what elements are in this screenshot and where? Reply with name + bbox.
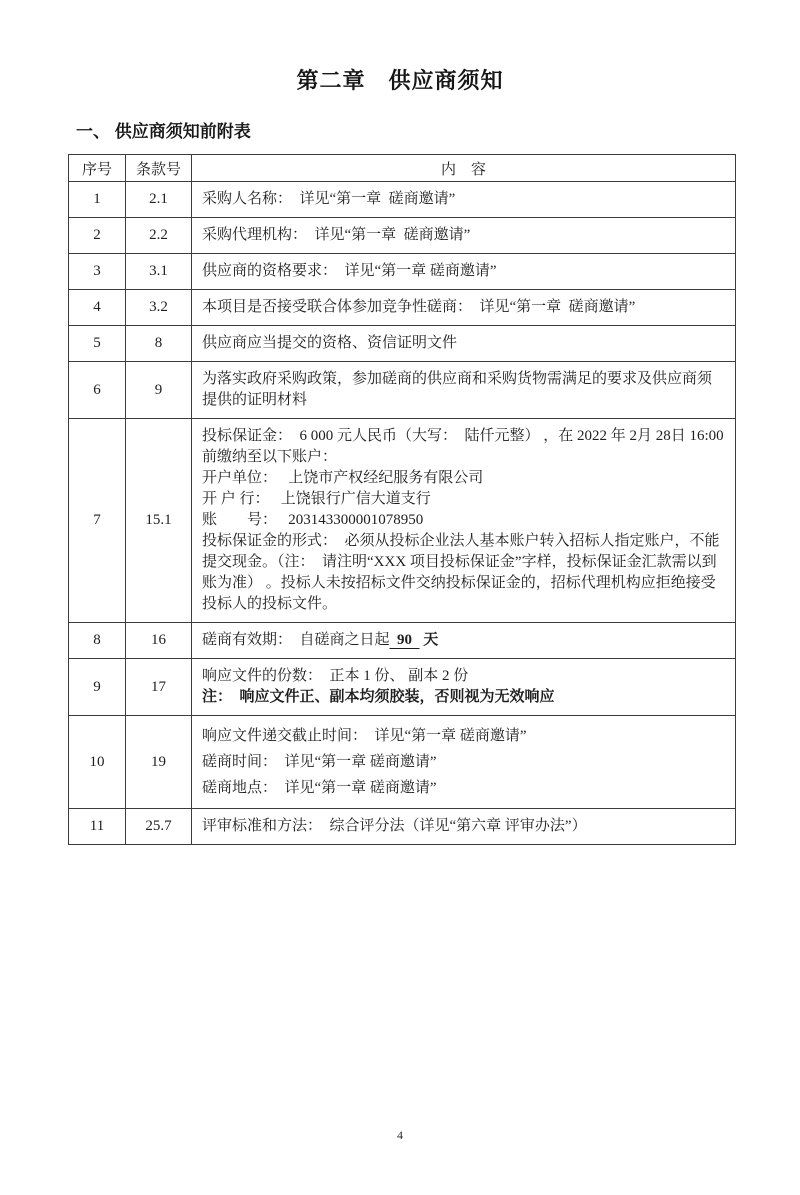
table-row — [69, 809, 736, 845]
content-line — [202, 723, 725, 749]
document-page — [0, 64, 800, 1195]
seq-cell: 4 — [69, 290, 126, 326]
content-segment: 开 户 行： 上饶银行广信大道支行 — [202, 491, 431, 507]
table-row — [69, 623, 736, 659]
clause-cell: 3.2 — [126, 290, 192, 326]
seq-cell: 11 — [69, 809, 126, 845]
content-cell — [192, 809, 736, 845]
table-row — [69, 362, 736, 419]
content-segment: 磋商有效期： 自磋商之日起 — [202, 632, 390, 648]
clause-cell: 9 — [126, 362, 192, 419]
content-segment: 供应商的资格要求： 详见“第一章 磋商邀请” — [202, 263, 497, 279]
content-line — [202, 426, 728, 468]
content-segment: 响应文件递交截止时间： 详见“第一章 磋商邀请” — [202, 728, 527, 744]
clause-cell: 19 — [126, 716, 192, 809]
table-row — [69, 326, 736, 362]
header-clause: 条款号 — [126, 155, 192, 182]
content-segment: 投标保证金： 6 000 元人民币（大写： 陆仟元整） ，在 2022 年 2月 28日 16:00 前缴纳至以下账户： — [202, 428, 728, 465]
content-segment: 本项目是否接受联合体参加竞争性磋商： 详见“第一章 磋商邀请” — [202, 299, 636, 315]
content-segment: 账 号： 203143300001078950 — [202, 512, 424, 528]
table-row — [69, 290, 736, 326]
seq-cell: 5 — [69, 326, 126, 362]
clause-cell: 2.2 — [126, 218, 192, 254]
seq-cell: 1 — [69, 182, 126, 218]
content-line — [202, 333, 725, 354]
page-number: 4 — [397, 1128, 403, 1142]
content-segment: 磋商时间： 详见“第一章 磋商邀请” — [202, 754, 437, 770]
content-segment: 投标保证金的形式： 必须从投标企业法人基本账户转入招标人指定账户，不能提交现金。（注： 请注明“XXX 项目投标保证金”字样，投标保证金汇款需以到账为准） 。投标人未按招标文件交纳投标保证金的，招标代理机构应拒绝接受投标人的投标文件。 — [202, 533, 720, 612]
content-segment: 采购人名称： 详见“第一章 磋商邀请” — [202, 191, 456, 207]
table-row — [69, 659, 736, 716]
content-line — [202, 510, 725, 531]
content-cell — [192, 362, 736, 419]
content-segment: 评审标准和方法： 综合评分法（详见“第六章 评审办法”） — [202, 818, 587, 834]
section-heading: 一、 供应商须知前附表 — [76, 122, 251, 141]
content-cell — [192, 182, 736, 218]
content-cell — [192, 659, 736, 716]
content-line — [202, 189, 725, 210]
content-segment: 供应商应当提交的资格、资信证明文件 — [202, 335, 458, 351]
content-line — [202, 369, 725, 411]
content-line — [202, 297, 725, 318]
content-line — [202, 261, 725, 282]
content-line — [202, 489, 725, 510]
clause-cell: 25.7 — [126, 809, 192, 845]
content-line — [202, 666, 725, 687]
pre-instructions-table — [68, 154, 736, 845]
table-row — [69, 182, 736, 218]
content-segment: 天 — [419, 632, 439, 648]
clause-cell: 15.1 — [126, 419, 192, 623]
header-content: 内 容 — [192, 155, 736, 182]
clause-cell: 17 — [126, 659, 192, 716]
table-row — [69, 218, 736, 254]
content-cell — [192, 218, 736, 254]
seq-cell: 7 — [69, 419, 126, 623]
content-segment: 磋商地点： 详见“第一章 磋商邀请” — [202, 780, 437, 796]
content-segment: 为落实政府采购政策，参加磋商的供应商和采购货物需满足的要求及供应商须提供的证明材料 — [202, 371, 713, 408]
content-line — [202, 468, 725, 489]
content-cell — [192, 716, 736, 809]
content-cell — [192, 290, 736, 326]
content-segment: 90 — [389, 632, 420, 648]
clause-cell: 2.1 — [126, 182, 192, 218]
content-cell — [192, 326, 736, 362]
content-line — [202, 531, 725, 615]
table-row — [69, 254, 736, 290]
seq-cell: 10 — [69, 716, 126, 809]
seq-cell: 3 — [69, 254, 126, 290]
content-segment: 开户单位： 上饶市产权经纪服务有限公司 — [202, 470, 484, 486]
content-segment: 采购代理机构： 详见“第一章 磋商邀请” — [202, 227, 471, 243]
content-segment: 响应文件的份数： 正本 1 份、 副本 2 份 — [202, 668, 469, 684]
seq-cell: 8 — [69, 623, 126, 659]
seq-cell: 9 — [69, 659, 126, 716]
content-line — [202, 816, 725, 837]
content-segment: 注： 响应文件正、副本均须胶装，否则视为无效响应 — [202, 689, 555, 705]
content-line — [202, 749, 725, 775]
content-cell — [192, 254, 736, 290]
table-header-row — [69, 155, 736, 182]
content-cell — [192, 419, 736, 623]
content-line — [202, 775, 725, 801]
header-seq: 序号 — [69, 155, 126, 182]
table-row — [69, 716, 736, 809]
seq-cell: 6 — [69, 362, 126, 419]
clause-cell: 3.1 — [126, 254, 192, 290]
content-line — [202, 225, 725, 246]
chapter-title: 第二章 供应商须知 — [296, 68, 504, 93]
seq-cell: 2 — [69, 218, 126, 254]
table-row — [69, 419, 736, 623]
clause-cell: 16 — [126, 623, 192, 659]
content-line — [202, 630, 725, 651]
content-cell — [192, 623, 736, 659]
clause-cell: 8 — [126, 326, 192, 362]
content-line — [202, 687, 725, 708]
